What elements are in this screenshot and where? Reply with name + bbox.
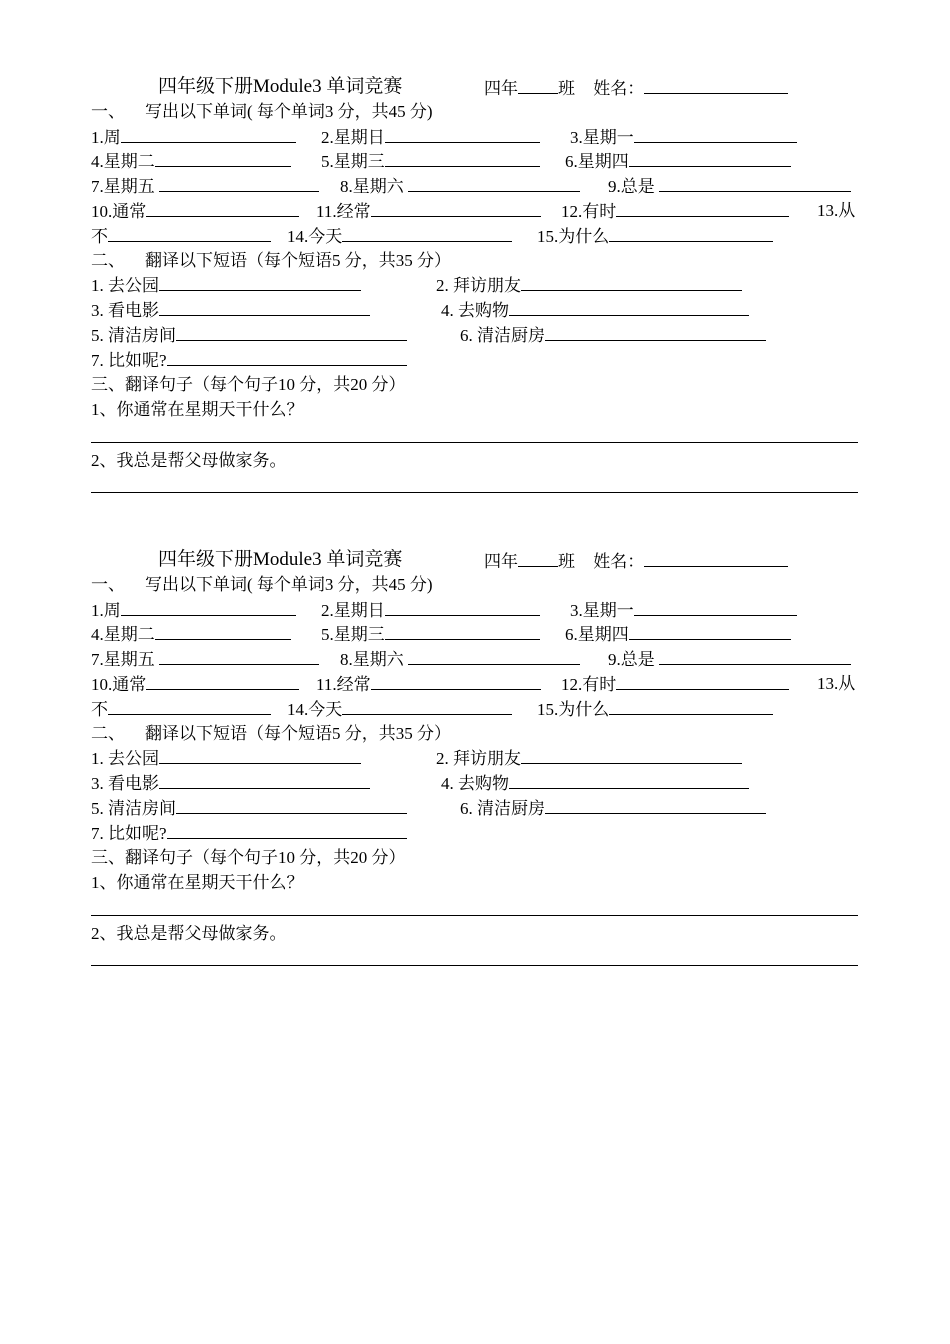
- quiz-title: 四年级下册Module3 单词竞赛: [158, 549, 403, 570]
- phrase-item: 3. 看电影: [91, 773, 370, 793]
- word-item: 9.总是: [608, 176, 851, 196]
- student-name-blank[interactable]: [644, 78, 788, 94]
- answer-blank[interactable]: [629, 151, 791, 167]
- word-item: 3.星期一: [570, 127, 797, 147]
- answer-blank[interactable]: [342, 699, 512, 715]
- answer-blank[interactable]: [509, 300, 749, 316]
- answer-blank[interactable]: [159, 748, 361, 764]
- section2-heading: 二、 翻译以下短语（每个短语5 分，共35 分）: [91, 251, 451, 270]
- answer-blank[interactable]: [146, 201, 299, 217]
- phrase-item: 1. 去公园: [91, 275, 361, 295]
- answer-blank[interactable]: [545, 325, 766, 341]
- word-item: 12.有时: [561, 674, 789, 694]
- student-name-blank[interactable]: [644, 551, 788, 567]
- sentence-prompt: 2、我总是帮父母做家务。: [91, 924, 287, 943]
- word-row-5: 不: [91, 699, 271, 719]
- answer-blank[interactable]: [521, 748, 742, 764]
- word-row-1: 1.周: [91, 600, 296, 620]
- phrase-item: 4. 去购物: [441, 300, 749, 320]
- answer-blank[interactable]: [155, 151, 291, 167]
- answer-blank[interactable]: [342, 226, 512, 242]
- answer-blank[interactable]: [385, 127, 540, 143]
- section3-heading: 三、翻译句子（每个句子10 分，共20 分）: [91, 848, 406, 867]
- phrase-item: 5. 清洁房间: [91, 798, 407, 818]
- answer-blank[interactable]: [176, 798, 407, 814]
- word-row-4: 10.通常: [91, 674, 299, 694]
- answer-blank[interactable]: [616, 201, 789, 217]
- word-item: 15.为什么: [537, 699, 773, 719]
- class-blank[interactable]: [518, 551, 558, 567]
- word-item: 5.星期三: [321, 624, 540, 644]
- phrase-item: 3. 看电影: [91, 300, 370, 320]
- answer-blank[interactable]: [371, 201, 541, 217]
- quiz-title: 四年级下册Module3 单词竞赛: [158, 76, 403, 97]
- answer-blank[interactable]: [521, 275, 742, 291]
- answer-blank[interactable]: [659, 649, 851, 665]
- answer-blank[interactable]: [385, 151, 540, 167]
- word-row-2: 4.星期二: [91, 624, 291, 644]
- answer-blank[interactable]: [609, 226, 773, 242]
- answer-blank[interactable]: [146, 674, 299, 690]
- word-row-4: 10.通常: [91, 201, 299, 221]
- word-row-2: 4.星期二: [91, 151, 291, 171]
- word-item: 11.经常: [316, 674, 541, 694]
- word-item: 3.星期一: [570, 600, 797, 620]
- phrase-item: 2. 拜访朋友: [436, 748, 742, 768]
- answer-blank[interactable]: [159, 300, 370, 316]
- answer-blank[interactable]: [659, 176, 851, 192]
- sentence-answer-line[interactable]: [91, 965, 858, 966]
- section1-heading: 一、 写出以下单词( 每个单词3 分，共45 分): [91, 575, 433, 594]
- section2-heading: 二、 翻译以下短语（每个短语5 分，共35 分）: [91, 724, 451, 743]
- word-item: 5.星期三: [321, 151, 540, 171]
- answer-blank[interactable]: [108, 226, 271, 242]
- phrase-item: 7. 比如呢?: [91, 823, 407, 843]
- word-item: 14.今天: [287, 699, 512, 719]
- phrase-item: 1. 去公园: [91, 748, 361, 768]
- word-row-1: 1.周: [91, 127, 296, 147]
- sentence-prompt: 1、你通常在星期天干什么？: [91, 873, 304, 892]
- answer-blank[interactable]: [385, 600, 540, 616]
- word-item: 14.今天: [287, 226, 512, 246]
- answer-blank[interactable]: [634, 127, 797, 143]
- answer-blank[interactable]: [167, 823, 407, 839]
- answer-blank[interactable]: [121, 127, 296, 143]
- class-name-header: 四年 班 姓名：: [484, 78, 788, 98]
- answer-blank[interactable]: [155, 624, 291, 640]
- word-item: 8.星期六: [340, 649, 580, 669]
- phrase-item: 6. 清洁厨房: [460, 325, 766, 345]
- answer-blank[interactable]: [159, 176, 319, 192]
- phrase-item: 6. 清洁厨房: [460, 798, 766, 818]
- word-item: 15.为什么: [537, 226, 773, 246]
- answer-blank[interactable]: [634, 600, 797, 616]
- word-row-3: 7.星期五: [91, 649, 319, 669]
- phrase-item: 5. 清洁房间: [91, 325, 407, 345]
- phrase-item: 7. 比如呢?: [91, 350, 407, 370]
- answer-blank[interactable]: [609, 699, 773, 715]
- phrase-item: 4. 去购物: [441, 773, 749, 793]
- answer-blank[interactable]: [159, 773, 370, 789]
- sentence-answer-line[interactable]: [91, 442, 858, 443]
- answer-blank[interactable]: [385, 624, 540, 640]
- word-item: 9.总是: [608, 649, 851, 669]
- word-item: 6.星期四: [565, 151, 791, 171]
- answer-blank[interactable]: [121, 600, 296, 616]
- answer-blank[interactable]: [159, 649, 319, 665]
- answer-blank[interactable]: [408, 649, 580, 665]
- word-item: 8.星期六: [340, 176, 580, 196]
- answer-blank[interactable]: [616, 674, 789, 690]
- word-item: 11.经常: [316, 201, 541, 221]
- word-item: 12.有时: [561, 201, 789, 221]
- answer-blank[interactable]: [629, 624, 791, 640]
- section1-heading: 一、 写出以下单词( 每个单词3 分，共45 分): [91, 102, 433, 121]
- word-item: 2.星期日: [321, 127, 540, 147]
- answer-blank[interactable]: [509, 773, 749, 789]
- sentence-prompt: 1、你通常在星期天干什么？: [91, 400, 304, 419]
- answer-blank[interactable]: [159, 275, 361, 291]
- sentence-answer-line[interactable]: [91, 915, 858, 916]
- word-item: 13.从: [817, 201, 856, 220]
- word-item: 13.从: [817, 674, 856, 693]
- answer-blank[interactable]: [167, 350, 407, 366]
- class-name-header: 四年 班 姓名：: [484, 551, 788, 571]
- section3-heading: 三、翻译句子（每个句子10 分，共20 分）: [91, 375, 406, 394]
- answer-blank[interactable]: [408, 176, 580, 192]
- word-item: 2.星期日: [321, 600, 540, 620]
- word-row-5: 不: [91, 226, 271, 246]
- class-blank[interactable]: [518, 78, 558, 94]
- word-row-3: 7.星期五: [91, 176, 319, 196]
- word-item: 6.星期四: [565, 624, 791, 644]
- phrase-item: 2. 拜访朋友: [436, 275, 742, 295]
- answer-blank[interactable]: [545, 798, 766, 814]
- answer-blank[interactable]: [108, 699, 271, 715]
- answer-blank[interactable]: [371, 674, 541, 690]
- sentence-prompt: 2、我总是帮父母做家务。: [91, 451, 287, 470]
- sentence-answer-line[interactable]: [91, 492, 858, 493]
- answer-blank[interactable]: [176, 325, 407, 341]
